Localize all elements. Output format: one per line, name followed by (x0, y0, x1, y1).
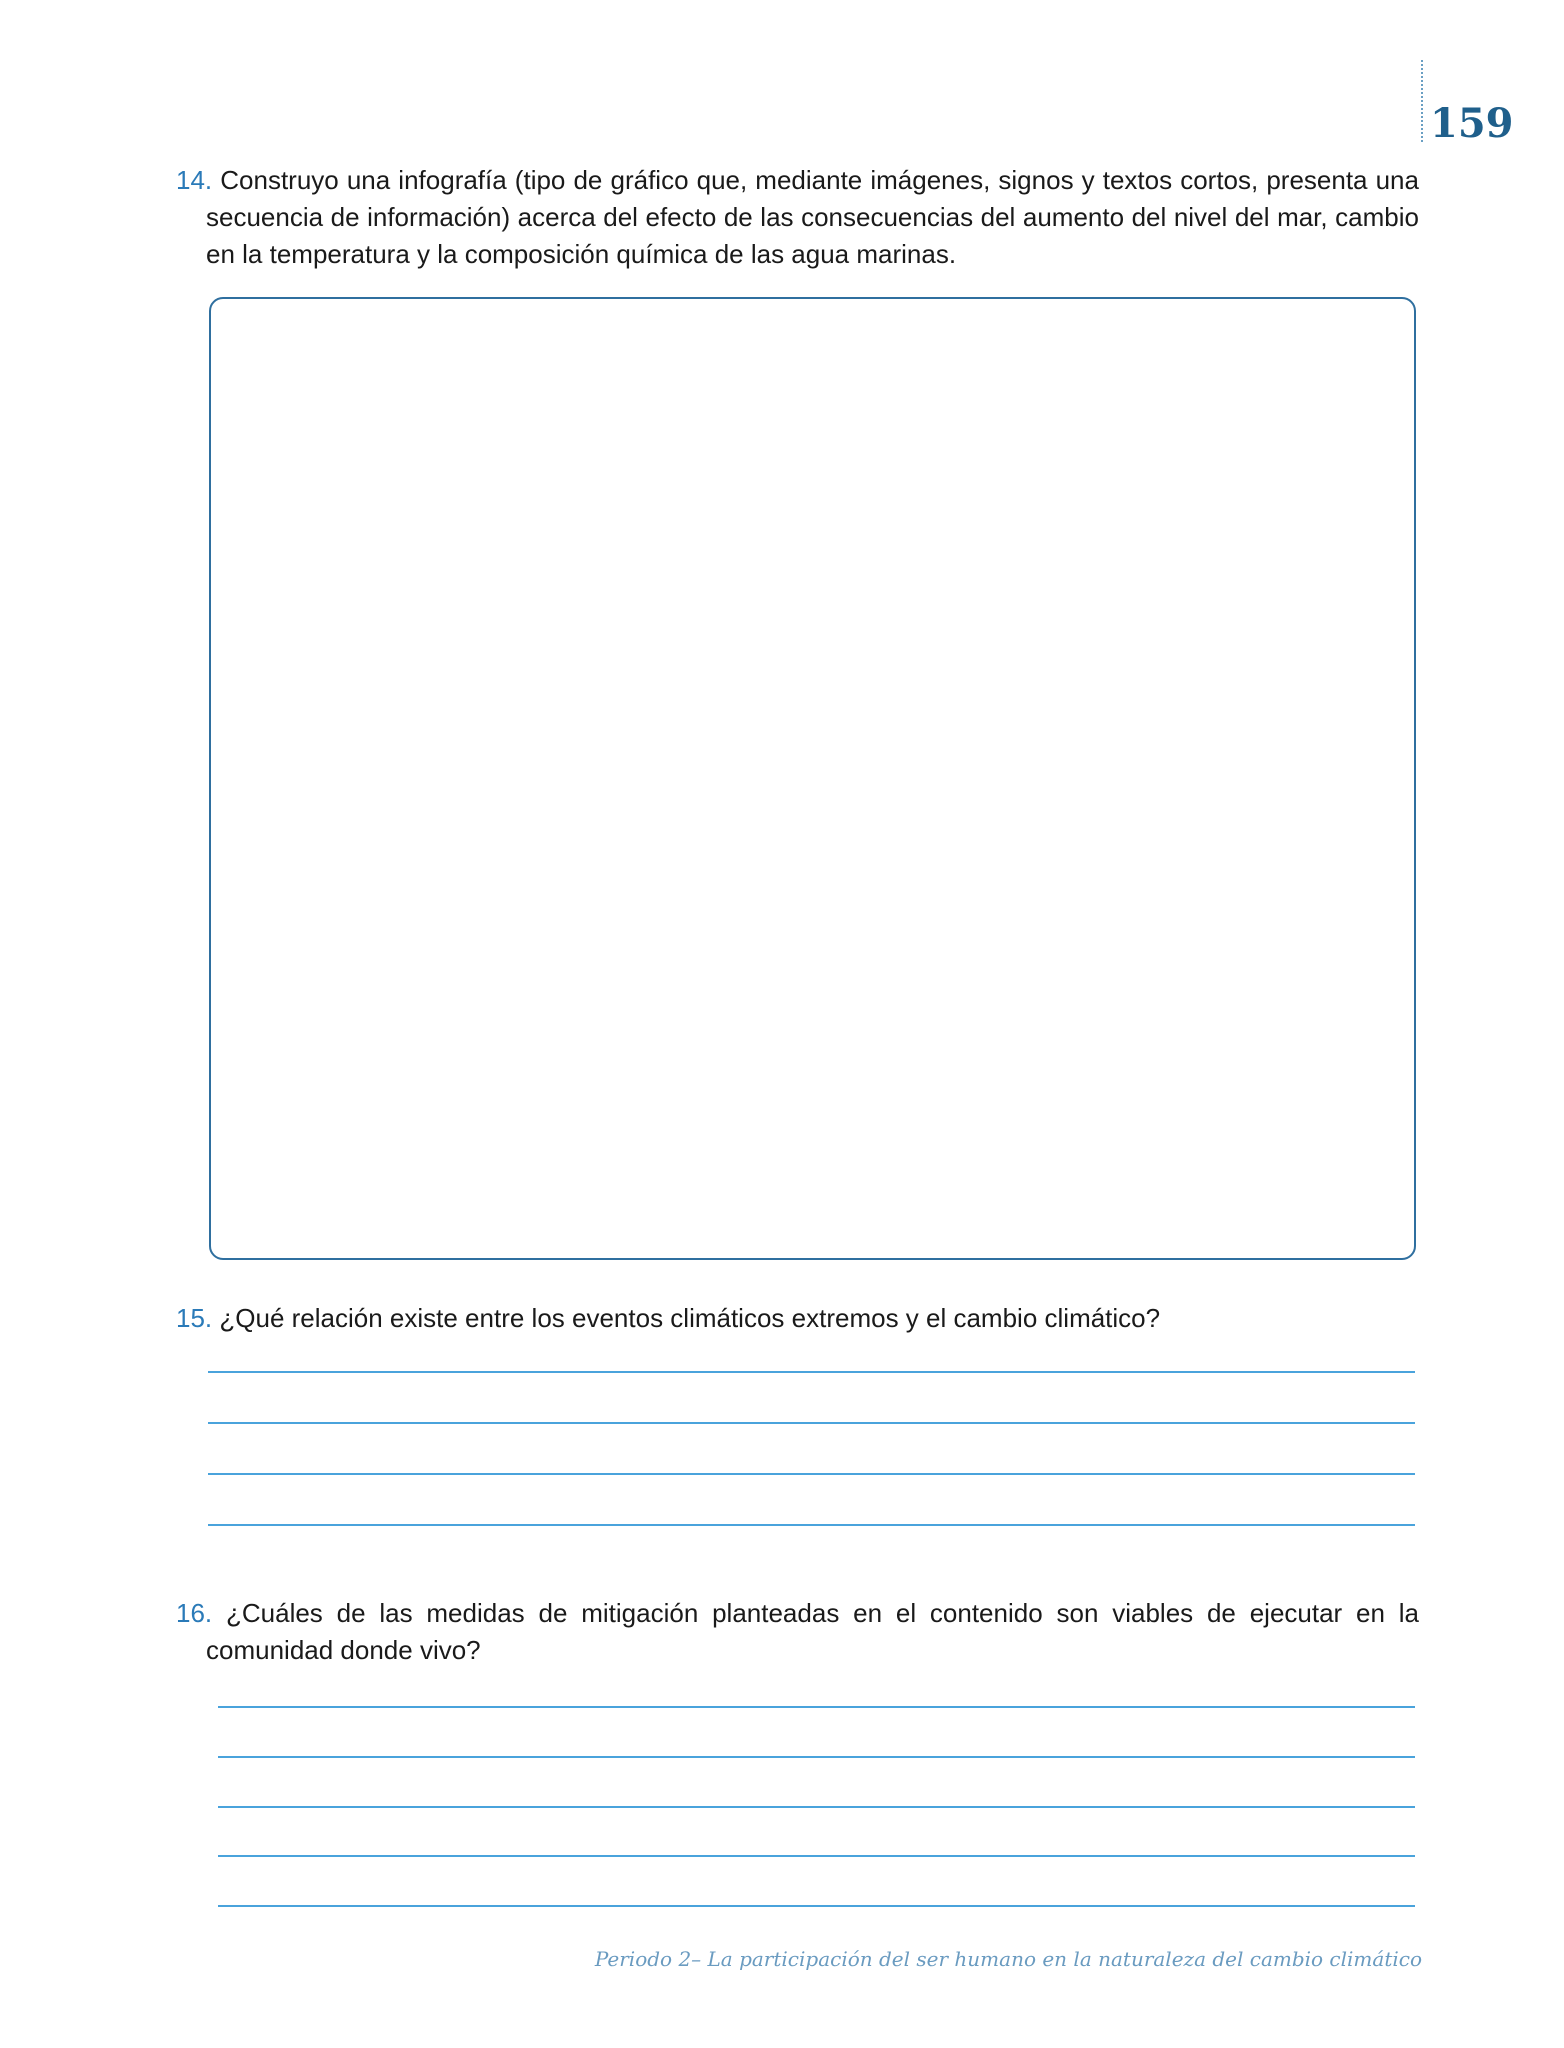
answer-line-q16-2[interactable] (218, 1756, 1415, 1758)
page-number: 159 (1430, 100, 1514, 147)
question-16-text: ¿Cuáles de las medidas de mitigación planteadas en el contenido son viables de ejecutar en la comunidad donde vivo? (206, 1598, 1419, 1665)
answer-line-q16-1[interactable] (218, 1706, 1415, 1708)
question-16 (176, 1595, 1419, 1669)
page-number-divider (1421, 60, 1423, 142)
page-footer: Periodo 2– La participación del ser humano en la naturaleza del cambio climático (594, 1947, 1422, 1971)
answer-line-q15-1[interactable] (208, 1371, 1415, 1373)
question-15-text: ¿Qué relación existe entre los eventos climáticos extremos y el cambio climático? (219, 1303, 1161, 1333)
answer-line-q16-3[interactable] (218, 1806, 1415, 1808)
answer-line-q16-5[interactable] (218, 1905, 1415, 1907)
question-16-number: 16. (176, 1598, 213, 1628)
question-14-text: Construyo una infografía (tipo de gráfico que, mediante imágenes, signos y textos cortos, presenta una secuencia de información) acerca del efecto de las consecuencias del aumento del nivel del mar, cambio en la temperatura y la composición química de las agua marinas. (206, 165, 1419, 269)
answer-line-q15-4[interactable] (208, 1524, 1415, 1526)
question-14-number: 14. (176, 165, 213, 195)
question-15-number: 15. (176, 1303, 213, 1333)
question-14 (176, 162, 1419, 273)
answer-line-q15-3[interactable] (208, 1473, 1415, 1475)
infographic-answer-box[interactable] (209, 297, 1416, 1260)
answer-line-q16-4[interactable] (218, 1855, 1415, 1857)
question-15 (176, 1300, 1419, 1337)
answer-line-q15-2[interactable] (208, 1422, 1415, 1424)
